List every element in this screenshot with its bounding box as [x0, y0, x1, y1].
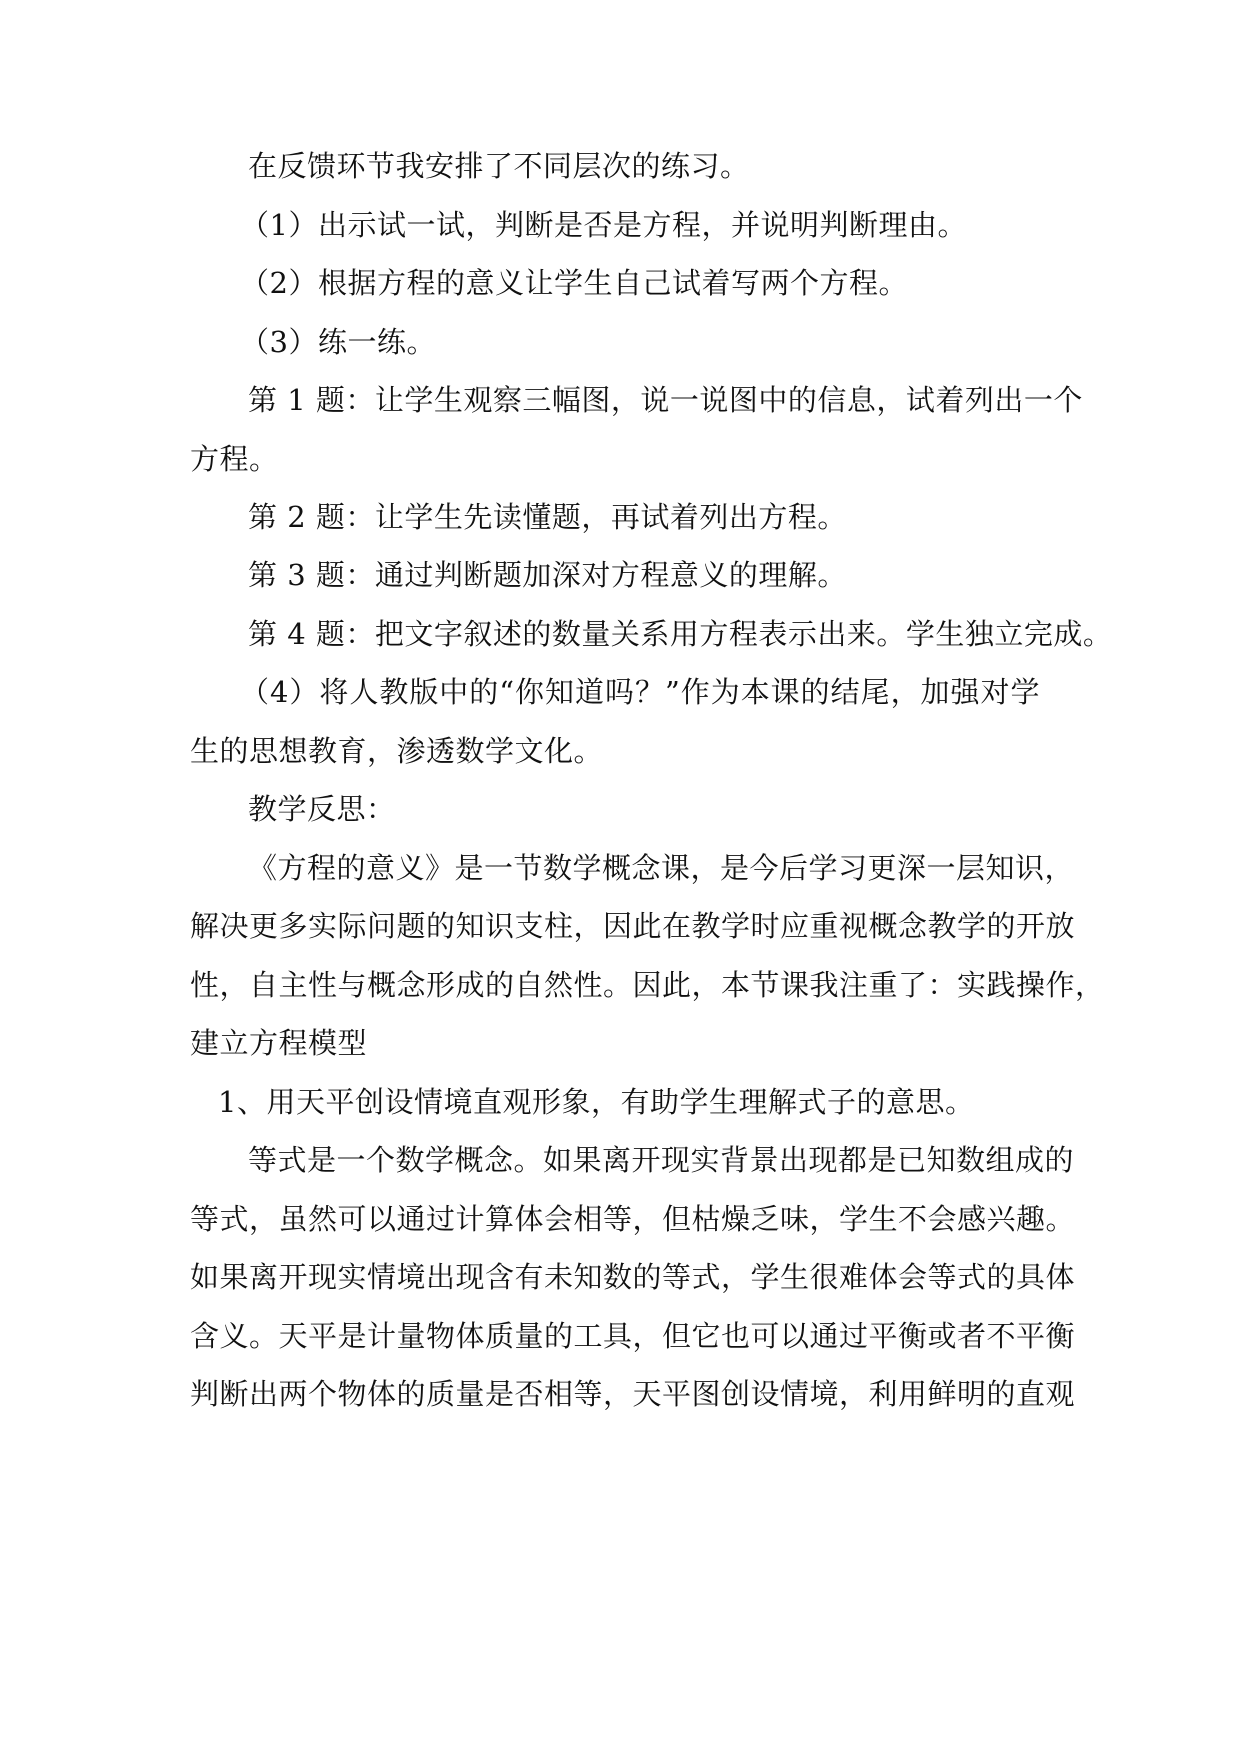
paragraph-line: （4）将人教版中的“你知道吗？”作为本课的结尾，加强对学	[240, 675, 1040, 709]
paragraph-line: 生的思想教育，渗透数学文化。	[190, 734, 604, 768]
paragraph-line: 判断出两个物体的质量是否相等，天平图创设情境，利用鲜明的直观	[190, 1377, 1076, 1411]
paragraph-line: 第 1 题：让学生观察三幅图，说一说图中的信息，试着列出一个	[248, 383, 1083, 417]
paragraph-line: （1）出示试一试，判断是否是方程，并说明判断理由。	[240, 208, 967, 242]
paragraph-line: 《方程的意义》是一节数学概念课，是今后学习更深一层知识，	[248, 851, 1075, 885]
paragraph-line: 等式是一个数学概念。如果离开现实背景出现都是已知数组成的	[248, 1143, 1075, 1177]
paragraph-line: 等式，虽然可以通过计算体会相等，但枯燥乏味，学生不会感兴趣。	[190, 1202, 1076, 1236]
paragraph-line: 第 3 题：通过判断题加深对方程意义的理解。	[248, 558, 847, 592]
paragraph-line: 方程。	[190, 442, 279, 476]
paragraph-line: 第 2 题：让学生先读懂题，再试着列出方程。	[248, 500, 847, 534]
list-item: 1、用天平创设情境直观形象，有助学生理解式子的意思。	[218, 1085, 975, 1119]
paragraph-line: 建立方程模型	[190, 1026, 368, 1060]
paragraph-line: 第 4 题：把文字叙述的数量关系用方程表示出来。学生独立完成。	[248, 617, 1113, 651]
section-heading: 教学反思：	[248, 792, 396, 826]
paragraph-line: 解决更多实际问题的知识支柱，因此在教学时应重视概念教学的开放	[190, 909, 1076, 943]
paragraph-line: （3）练一练。	[240, 325, 436, 359]
paragraph-line: 含义。天平是计量物体质量的工具，但它也可以通过平衡或者不平衡	[190, 1319, 1076, 1353]
paragraph-line: （2）根据方程的意义让学生自己试着写两个方程。	[240, 266, 908, 300]
paragraph-line: 性，自主性与概念形成的自然性。因此，本节课我注重了：实践操作，	[190, 968, 1105, 1002]
paragraph-line: 如果离开现实情境出现含有未知数的等式，学生很难体会等式的具体	[190, 1260, 1076, 1294]
paragraph-line: 在反馈环节我安排了不同层次的练习。	[248, 149, 750, 183]
